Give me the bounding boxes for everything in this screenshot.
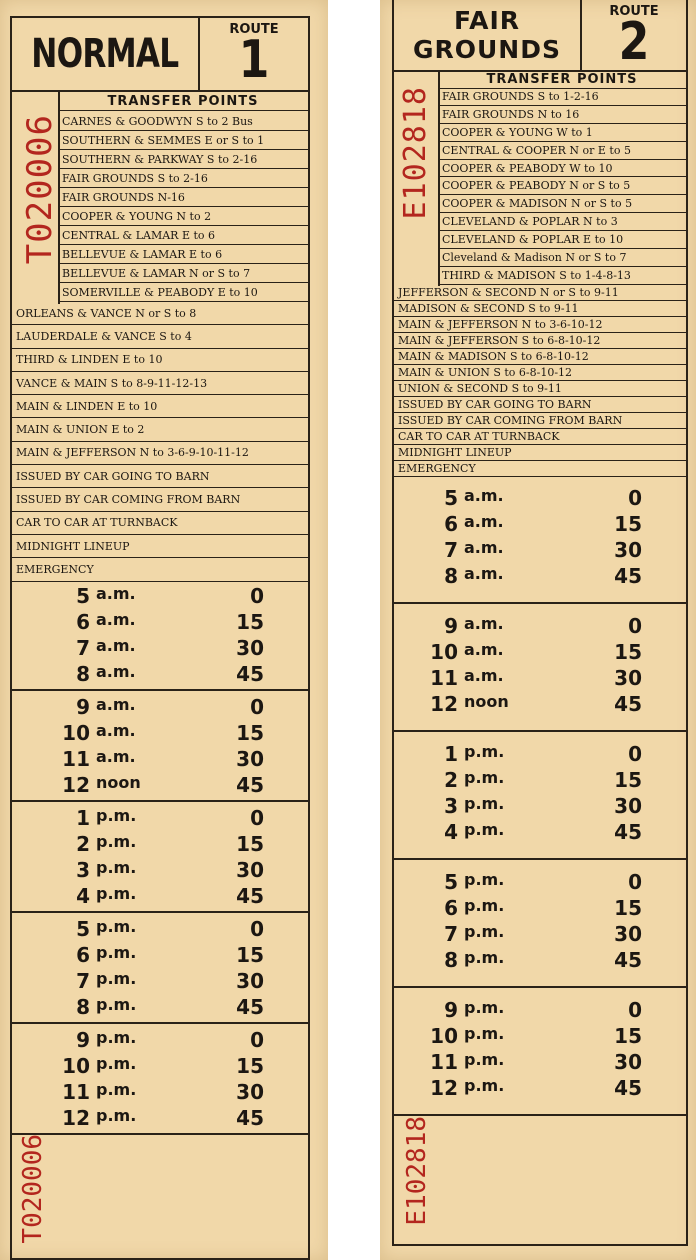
transfer-point-row: BELLEVUE & LAMAR E to 6 [58,245,308,264]
hour-value: 8 [76,995,90,1019]
minute-value: 15 [614,1024,642,1048]
minute-value: 15 [614,768,642,792]
transfer-point-row: MAIN & JEFFERSON N to 3-6-10-12 [394,317,686,333]
meridiem-label: p.m. [464,998,505,1017]
time-row[interactable] [12,884,308,910]
time-row[interactable] [12,832,308,858]
meridiem-label: p.m. [96,995,137,1014]
time-row[interactable] [12,1054,308,1080]
transfer-ticket-route-2 [380,0,696,1260]
time-row[interactable] [394,742,686,768]
meridiem-label: p.m. [96,832,137,851]
meridiem-label: a.m. [464,486,504,505]
hour-value: 1 [444,742,458,766]
meridiem-label: a.m. [96,695,136,714]
hour-value: 2 [444,768,458,792]
time-row[interactable] [12,636,308,662]
time-row[interactable] [12,858,308,884]
hour-value: 10 [62,721,90,745]
meridiem-label: p.m. [96,858,137,877]
minute-value: 15 [614,512,642,536]
serial-number-side: E102818 [398,86,433,220]
transfer-point-row: COOPER & YOUNG N to 2 [58,207,308,226]
meridiem-label: p.m. [96,969,137,988]
minute-value: 30 [236,636,264,660]
hour-value: 2 [76,832,90,856]
meridiem-label: p.m. [96,1028,137,1047]
time-row[interactable] [394,768,686,794]
meridiem-label: noon [96,773,141,792]
minute-value: 15 [236,610,264,634]
minute-value: 0 [250,806,264,830]
transfer-point-row: MAIN & UNION S to 6-8-10-12 [394,365,686,381]
hour-value: 7 [444,922,458,946]
hour-value: 6 [444,896,458,920]
time-row[interactable] [12,1080,308,1106]
route-number: 1 [238,30,270,90]
hour-value: 6 [76,610,90,634]
meridiem-label: p.m. [464,922,505,941]
time-row[interactable] [12,610,308,636]
minute-value: 45 [614,820,642,844]
meridiem-label: a.m. [464,666,504,685]
minute-value: 45 [236,662,264,686]
meridiem-label: p.m. [96,806,137,825]
transfer-point-row: ISSUED BY CAR GOING TO BARN [12,465,308,488]
time-row[interactable] [394,998,686,1024]
hour-value: 3 [444,794,458,818]
transfer-point-row: THIRD & LINDEN E to 10 [12,349,308,372]
minute-value: 30 [614,1050,642,1074]
hour-value: 11 [430,1050,458,1074]
meridiem-label: a.m. [464,512,504,531]
transfer-point-row: CENTRAL & COOPER N or E to 5 [438,142,686,160]
meridiem-label: a.m. [96,662,136,681]
time-row[interactable] [394,1050,686,1076]
time-row[interactable] [12,969,308,995]
transfer-point-row: ISSUED BY CAR COMING FROM BARN [394,413,686,429]
transfer-point-row: MAIN & UNION E to 2 [12,418,308,441]
minute-value: 15 [236,943,264,967]
ticket-frame [10,16,310,1260]
time-row[interactable] [394,922,686,948]
route-box [582,0,686,70]
time-row[interactable] [12,584,308,610]
meridiem-label: p.m. [464,1076,505,1095]
hour-value: 12 [430,692,458,716]
meridiem-label: p.m. [464,768,505,787]
hour-value: 9 [444,998,458,1022]
time-block [394,860,686,988]
meridiem-label: p.m. [96,1106,137,1125]
meridiem-label: noon [464,692,509,711]
hour-value: 11 [62,747,90,771]
minute-value: 45 [236,773,264,797]
time-row[interactable] [12,662,308,688]
minute-value: 0 [250,695,264,719]
transfer-point-row: SOUTHERN & PARKWAY S to 2-16 [58,150,308,169]
hour-value: 4 [76,884,90,908]
time-punch-grid [12,580,308,1135]
time-row[interactable] [394,1076,686,1102]
minute-value: 0 [250,917,264,941]
hour-value: 10 [430,640,458,664]
route-name: FAIR GROUNDS [394,0,582,70]
hour-value: 4 [444,820,458,844]
time-row[interactable] [12,1028,308,1054]
transfer-point-row: Cleveland & Madison N or S to 7 [438,249,686,267]
hour-value: 8 [444,948,458,972]
hour-value: 9 [444,614,458,638]
hour-value: 8 [76,662,90,686]
meridiem-label: p.m. [96,884,137,903]
ticket-header [394,0,686,72]
meridiem-label: a.m. [96,584,136,603]
time-row[interactable] [394,896,686,922]
hour-value: 1 [76,806,90,830]
transfer-point-row: CLEVELAND & POPLAR E to 10 [438,231,686,249]
meridiem-label: p.m. [464,742,505,761]
transfer-point-row: UNION & SECOND S to 9-11 [394,381,686,397]
minute-value: 30 [614,666,642,690]
transfer-point-row: FAIR GROUNDS S to 1-2-16 [438,88,686,106]
transfer-point-row: COOPER & PEABODY W to 10 [438,160,686,178]
hour-value: 10 [430,1024,458,1048]
hour-value: 12 [62,773,90,797]
hour-value: 5 [76,584,90,608]
time-row[interactable] [394,692,686,718]
hour-value: 7 [76,969,90,993]
transfer-point-row: CENTRAL & LAMAR E to 6 [58,226,308,245]
transfer-point-row: FAIR GROUNDS N to 16 [438,106,686,124]
meridiem-label: a.m. [464,640,504,659]
meridiem-label: p.m. [464,870,505,889]
minute-value: 45 [236,884,264,908]
transfer-point-row: THIRD & MADISON S to 1-4-8-13 [438,267,686,285]
meridiem-label: p.m. [96,917,137,936]
meridiem-label: a.m. [96,721,136,740]
time-block [12,580,308,691]
hour-value: 10 [62,1054,90,1078]
meridiem-label: p.m. [96,943,137,962]
minute-value: 15 [236,1054,264,1078]
minute-value: 0 [628,614,642,638]
meridiem-label: p.m. [96,1080,137,1099]
transfer-points-list [394,88,686,477]
time-row[interactable] [12,943,308,969]
meridiem-label: p.m. [464,794,505,813]
time-row[interactable] [12,747,308,773]
transfer-point-row: EMERGENCY [12,558,308,581]
hour-value: 8 [444,564,458,588]
transfer-point-row: FAIR GROUNDS N-16 [58,188,308,207]
meridiem-label: a.m. [96,610,136,629]
route-number: 2 [618,12,650,72]
transfer-point-row: ISSUED BY CAR COMING FROM BARN [12,488,308,511]
minute-value: 30 [236,1080,264,1104]
hour-value: 9 [76,695,90,719]
time-row[interactable] [394,666,686,692]
serial-number-bottom: E102818 [402,1116,432,1226]
minute-value: 45 [236,1106,264,1130]
time-punch-grid [394,476,686,1116]
transfer-point-row: MAIN & LINDEN E to 10 [12,395,308,418]
time-block [394,476,686,604]
time-row[interactable] [394,870,686,896]
time-block [12,802,308,913]
transfer-points-title: TRANSFER POINTS [58,94,308,111]
transfer-point-row: CLEVELAND & POPLAR N to 3 [438,213,686,231]
minute-value: 0 [628,870,642,894]
transfer-point-row: MIDNIGHT LINEUP [12,535,308,558]
serial-number-bottom: T020006 [18,1134,48,1244]
route-name: NORMAL [31,31,179,77]
ticket-frame [392,0,688,1246]
time-block [394,604,686,732]
meridiem-label: a.m. [464,614,504,633]
transfer-ticket-route-1 [0,0,328,1260]
transfer-point-row: SOUTHERN & SEMMES E or S to 1 [58,131,308,150]
transfer-point-row: MIDNIGHT LINEUP [394,445,686,461]
minute-value: 45 [614,948,642,972]
transfer-point-row: EMERGENCY [394,461,686,477]
minute-value: 0 [250,584,264,608]
hour-value: 7 [444,538,458,562]
time-row[interactable] [12,806,308,832]
meridiem-label: p.m. [464,896,505,915]
meridiem-label: p.m. [464,820,505,839]
transfer-point-row: COOPER & PEABODY N or S to 5 [438,177,686,195]
time-row[interactable] [394,538,686,564]
transfer-point-row: JEFFERSON & SECOND N or S to 9-11 [394,285,686,301]
transfer-point-row: CAR TO CAR AT TURNBACK [12,512,308,535]
time-row[interactable] [394,1024,686,1050]
minute-value: 30 [614,922,642,946]
transfer-point-row: CAR TO CAR AT TURNBACK [394,429,686,445]
transfer-point-row: MAIN & JEFFERSON N to 3-6-9-10-11-12 [12,442,308,465]
transfer-point-row: BELLEVUE & LAMAR N or S to 7 [58,264,308,283]
meridiem-label: a.m. [96,747,136,766]
route-label: ROUTE [609,4,659,19]
minute-value: 15 [236,721,264,745]
time-row[interactable] [394,794,686,820]
hour-value: 3 [76,858,90,882]
meridiem-label: a.m. [464,538,504,557]
minute-value: 15 [614,896,642,920]
time-row[interactable] [394,564,686,590]
route-label: ROUTE [229,22,279,37]
minute-value: 0 [628,742,642,766]
transfer-point-row: ORLEANS & VANCE N or S to 8 [12,302,308,325]
minute-value: 0 [250,1028,264,1052]
transfer-point-row: MAIN & MADISON S to 6-8-10-12 [394,349,686,365]
meridiem-label: p.m. [464,1024,505,1043]
hour-value: 5 [444,486,458,510]
transfer-point-row: COOPER & YOUNG W to 1 [438,124,686,142]
minute-value: 45 [614,1076,642,1100]
hour-value: 6 [444,512,458,536]
time-block [394,988,686,1116]
serial-number-side: T020006 [20,114,60,265]
hour-value: 11 [430,666,458,690]
transfer-point-row: MADISON & SECOND S to 9-11 [394,301,686,317]
hour-value: 5 [444,870,458,894]
time-row[interactable] [12,695,308,721]
hour-value: 6 [76,943,90,967]
time-row[interactable] [12,995,308,1021]
hour-value: 9 [76,1028,90,1052]
transfer-points-list [12,112,308,582]
transfer-point-row: ISSUED BY CAR GOING TO BARN [394,397,686,413]
minute-value: 30 [614,538,642,562]
time-row[interactable] [12,1106,308,1132]
meridiem-label: p.m. [464,948,505,967]
ticket-header [12,18,308,92]
meridiem-label: p.m. [96,1054,137,1073]
hour-value: 12 [62,1106,90,1130]
time-row[interactable] [394,512,686,538]
hour-value: 11 [62,1080,90,1104]
meridiem-label: p.m. [464,1050,505,1069]
time-block [12,913,308,1024]
transfer-point-row: FAIR GROUNDS S to 2-16 [58,169,308,188]
time-block [12,691,308,802]
time-row[interactable] [394,948,686,974]
minute-value: 0 [628,486,642,510]
time-row[interactable] [12,773,308,799]
minute-value: 15 [614,640,642,664]
time-row[interactable] [394,614,686,640]
transfer-point-row: LAUDERDALE & VANCE S to 4 [12,325,308,348]
transfer-points-title: TRANSFER POINTS [438,72,686,89]
minute-value: 45 [614,692,642,716]
transfer-point-row: SOMERVILLE & PEABODY E to 10 [58,283,308,302]
time-row[interactable] [394,820,686,846]
minute-value: 30 [236,858,264,882]
transfer-point-row: COOPER & MADISON N or S to 5 [438,195,686,213]
time-row[interactable] [12,721,308,747]
hour-value: 7 [76,636,90,660]
minute-value: 30 [236,747,264,771]
transfer-point-row: VANCE & MAIN S to 8-9-11-12-13 [12,372,308,395]
transfer-point-row: CARNES & GOODWYN S to 2 Bus [58,112,308,131]
minute-value: 30 [614,794,642,818]
time-row[interactable] [12,917,308,943]
time-row[interactable] [394,640,686,666]
minute-value: 15 [236,832,264,856]
meridiem-label: a.m. [96,636,136,655]
transfer-point-row: MAIN & JEFFERSON S to 6-8-10-12 [394,333,686,349]
minute-value: 45 [236,995,264,1019]
minute-value: 0 [628,998,642,1022]
meridiem-label: a.m. [464,564,504,583]
hour-value: 12 [430,1076,458,1100]
time-block [12,1024,308,1135]
minute-value: 30 [236,969,264,993]
route-box [200,18,308,90]
hour-value: 5 [76,917,90,941]
time-block [394,732,686,860]
minute-value: 45 [614,564,642,588]
time-row[interactable] [394,486,686,512]
